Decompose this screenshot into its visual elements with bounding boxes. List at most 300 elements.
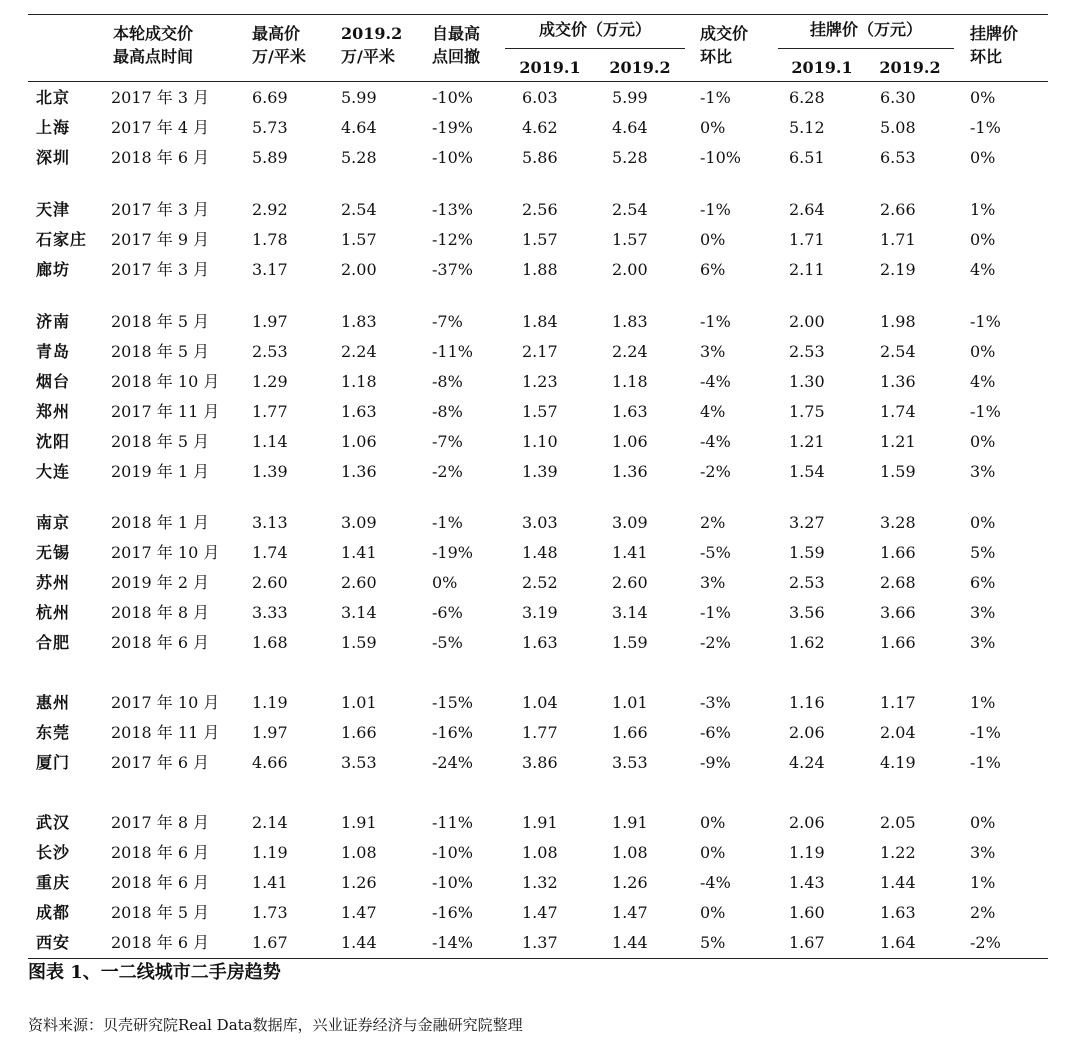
cell-list-2019-2: 2.66 <box>880 200 916 219</box>
cell-peak-price: 3.13 <box>252 513 288 532</box>
cell-deal-2019-2: 1.44 <box>612 933 648 952</box>
cell-deal-2019-2: 1.06 <box>612 432 648 451</box>
cell-drawdown: -10% <box>432 148 473 167</box>
cell-deal-mom: -4% <box>700 432 731 451</box>
cell-deal-2019-2: 1.63 <box>612 402 648 421</box>
cell-drawdown: -19% <box>432 118 473 137</box>
cell-price-2019-2: 1.41 <box>341 543 377 562</box>
cell-peak-time: 2018 年 1 月 <box>111 513 210 532</box>
header-bottom-rule <box>28 81 1048 82</box>
cell-list-2019-1: 1.75 <box>789 402 825 421</box>
cell-list-2019-2: 1.74 <box>880 402 916 421</box>
cell-deal-2019-2: 3.09 <box>612 513 648 532</box>
table-row <box>0 83 1080 113</box>
cell-peak-time: 2017 年 3 月 <box>111 260 210 279</box>
table-top-rule <box>28 14 1048 15</box>
cell-city: 成都 <box>36 903 71 922</box>
cell-list-2019-1: 2.53 <box>789 342 825 361</box>
cell-peak-price: 2.53 <box>252 342 288 361</box>
cell-list-mom: 5% <box>970 543 996 562</box>
header-deal-2019-2: 2019.2 <box>609 58 671 77</box>
cell-list-mom: 3% <box>970 843 996 862</box>
cell-deal-2019-2: 3.53 <box>612 753 648 772</box>
cell-list-mom: -1% <box>970 118 1001 137</box>
cell-city: 上海 <box>36 118 71 137</box>
cell-deal-mom: -1% <box>700 603 731 622</box>
cell-deal-2019-2: 1.47 <box>612 903 648 922</box>
header-price-2019-2-line-2: 万/平米 <box>341 47 395 66</box>
cell-drawdown: -2% <box>432 462 463 481</box>
cell-peak-time: 2017 年 11 月 <box>111 402 220 421</box>
cell-list-mom: -1% <box>970 312 1001 331</box>
cell-deal-mom: 0% <box>700 230 726 249</box>
table-row <box>0 307 1080 337</box>
cell-list-2019-2: 1.71 <box>880 230 916 249</box>
table-row <box>0 225 1080 255</box>
cell-peak-price: 3.17 <box>252 260 288 279</box>
cell-deal-mom: -4% <box>700 873 731 892</box>
cell-city: 苏州 <box>36 573 71 592</box>
cell-deal-mom: 0% <box>700 903 726 922</box>
cell-peak-price: 1.29 <box>252 372 288 391</box>
cell-city: 大连 <box>36 462 71 481</box>
cell-deal-mom: 6% <box>700 260 726 279</box>
cell-list-mom: 2% <box>970 903 996 922</box>
cell-drawdown: -8% <box>432 372 463 391</box>
cell-city: 西安 <box>36 933 71 952</box>
cell-list-2019-1: 2.11 <box>789 260 825 279</box>
cell-peak-price: 1.74 <box>252 543 288 562</box>
table-row <box>0 568 1080 598</box>
cell-peak-time: 2018 年 11 月 <box>111 723 220 742</box>
cell-peak-price: 1.77 <box>252 402 288 421</box>
cell-price-2019-2: 2.24 <box>341 342 377 361</box>
cell-deal-2019-1: 3.86 <box>522 753 558 772</box>
table-row <box>0 808 1080 838</box>
cell-list-2019-2: 1.98 <box>880 312 916 331</box>
cell-price-2019-2: 1.66 <box>341 723 377 742</box>
cell-deal-2019-1: 1.37 <box>522 933 558 952</box>
cell-list-mom: 0% <box>970 513 996 532</box>
cell-list-2019-2: 2.68 <box>880 573 916 592</box>
cell-list-2019-2: 4.19 <box>880 753 916 772</box>
cell-deal-2019-2: 5.28 <box>612 148 648 167</box>
header-list-mom-line-1: 挂牌价 <box>970 24 1019 43</box>
table-row <box>0 337 1080 367</box>
cell-peak-time: 2018 年 5 月 <box>111 342 210 361</box>
cell-peak-price: 1.78 <box>252 230 288 249</box>
cell-city: 天津 <box>36 200 71 219</box>
table-row <box>0 195 1080 225</box>
table-row <box>0 598 1080 628</box>
header-peak-price-line-1: 最高价 <box>252 24 301 43</box>
cell-price-2019-2: 1.18 <box>341 372 377 391</box>
cell-list-mom: -1% <box>970 723 1001 742</box>
cell-peak-price: 1.97 <box>252 312 288 331</box>
cell-deal-2019-1: 2.17 <box>522 342 558 361</box>
source-note: 资料来源：贝壳研究院Real Data数据库，兴业证券经济与金融研究院整理 <box>28 1016 523 1034</box>
header-drawdown-line-2: 点回撤 <box>432 47 481 66</box>
cell-list-mom: 3% <box>970 462 996 481</box>
cell-peak-time: 2017 年 3 月 <box>111 88 210 107</box>
cell-list-2019-2: 2.19 <box>880 260 916 279</box>
cell-peak-time: 2018 年 6 月 <box>111 933 210 952</box>
cell-peak-price: 1.41 <box>252 873 288 892</box>
cell-drawdown: -16% <box>432 903 473 922</box>
cell-drawdown: -1% <box>432 513 463 532</box>
table-row <box>0 367 1080 397</box>
cell-list-2019-2: 1.22 <box>880 843 916 862</box>
cell-list-2019-1: 1.30 <box>789 372 825 391</box>
cell-city: 厦门 <box>36 753 71 772</box>
table-row <box>0 397 1080 427</box>
cell-drawdown: -15% <box>432 693 473 712</box>
cell-deal-2019-1: 1.88 <box>522 260 558 279</box>
cell-deal-2019-2: 1.66 <box>612 723 648 742</box>
cell-city: 济南 <box>36 312 71 331</box>
cell-list-mom: 0% <box>970 813 996 832</box>
cell-list-2019-1: 1.59 <box>789 543 825 562</box>
cell-peak-price: 1.97 <box>252 723 288 742</box>
cell-deal-2019-2: 1.26 <box>612 873 648 892</box>
cell-peak-price: 1.68 <box>252 633 288 652</box>
cell-price-2019-2: 1.44 <box>341 933 377 952</box>
cell-city: 惠州 <box>36 693 71 712</box>
cell-list-2019-2: 1.63 <box>880 903 916 922</box>
cell-city: 廊坊 <box>36 260 71 279</box>
cell-list-mom: 4% <box>970 260 996 279</box>
figure-caption: 图表 1、一二线城市二手房趋势 <box>28 962 281 983</box>
cell-deal-mom: 4% <box>700 402 726 421</box>
cell-deal-mom: -10% <box>700 148 741 167</box>
cell-list-2019-1: 2.00 <box>789 312 825 331</box>
deal-group-underline <box>505 48 685 49</box>
cell-list-2019-1: 6.28 <box>789 88 825 107</box>
cell-deal-2019-1: 3.03 <box>522 513 558 532</box>
cell-city: 杭州 <box>36 603 71 622</box>
cell-list-2019-2: 1.66 <box>880 543 916 562</box>
cell-deal-2019-1: 5.86 <box>522 148 558 167</box>
cell-list-2019-2: 2.54 <box>880 342 916 361</box>
table-row <box>0 718 1080 748</box>
cell-drawdown: -14% <box>432 933 473 952</box>
cell-list-mom: 1% <box>970 873 996 892</box>
cell-deal-2019-2: 1.59 <box>612 633 648 652</box>
cell-peak-price: 1.14 <box>252 432 288 451</box>
cell-deal-2019-2: 1.36 <box>612 462 648 481</box>
cell-list-2019-2: 1.44 <box>880 873 916 892</box>
cell-list-mom: 0% <box>970 432 996 451</box>
cell-list-mom: -1% <box>970 402 1001 421</box>
cell-city: 南京 <box>36 513 71 532</box>
header-deal-mom-line-1: 成交价 <box>700 24 749 43</box>
cell-peak-time: 2017 年 4 月 <box>111 118 210 137</box>
cell-deal-2019-1: 1.10 <box>522 432 558 451</box>
cell-list-2019-1: 1.54 <box>789 462 825 481</box>
cell-city: 烟台 <box>36 372 71 391</box>
cell-price-2019-2: 5.99 <box>341 88 377 107</box>
cell-list-2019-1: 2.06 <box>789 723 825 742</box>
cell-peak-time: 2018 年 10 月 <box>111 372 220 391</box>
cell-list-2019-2: 5.08 <box>880 118 916 137</box>
cell-deal-2019-1: 1.32 <box>522 873 558 892</box>
cell-price-2019-2: 1.01 <box>341 693 377 712</box>
cell-price-2019-2: 1.47 <box>341 903 377 922</box>
cell-price-2019-2: 1.08 <box>341 843 377 862</box>
cell-city: 石家庄 <box>36 230 88 249</box>
list-group-underline <box>778 48 954 49</box>
cell-price-2019-2: 1.06 <box>341 432 377 451</box>
cell-list-2019-1: 4.24 <box>789 753 825 772</box>
cell-deal-mom: -6% <box>700 723 731 742</box>
cell-list-2019-2: 1.59 <box>880 462 916 481</box>
table-row <box>0 898 1080 928</box>
cell-list-2019-2: 1.17 <box>880 693 916 712</box>
cell-drawdown: -8% <box>432 402 463 421</box>
cell-peak-time: 2017 年 10 月 <box>111 693 220 712</box>
table-row <box>0 538 1080 568</box>
cell-peak-time: 2017 年 8 月 <box>111 813 210 832</box>
table-row <box>0 457 1080 487</box>
cell-drawdown: 0% <box>432 573 458 592</box>
cell-city: 沈阳 <box>36 432 71 451</box>
header-peak-time <box>113 22 193 68</box>
cell-drawdown: -16% <box>432 723 473 742</box>
cell-deal-2019-2: 2.54 <box>612 200 648 219</box>
cell-deal-2019-2: 1.08 <box>612 843 648 862</box>
cell-peak-time: 2018 年 6 月 <box>111 873 210 892</box>
header-list-group: 挂牌价（万元） <box>809 20 922 39</box>
table-row <box>0 427 1080 457</box>
cell-list-mom: 0% <box>970 148 996 167</box>
cell-list-mom: -1% <box>970 753 1001 772</box>
table-row <box>0 255 1080 285</box>
cell-deal-2019-2: 1.18 <box>612 372 648 391</box>
cell-price-2019-2: 1.26 <box>341 873 377 892</box>
cell-drawdown: -5% <box>432 633 463 652</box>
cell-city: 青岛 <box>36 342 71 361</box>
table-row <box>0 628 1080 658</box>
cell-deal-mom: -5% <box>700 543 731 562</box>
cell-list-2019-1: 1.67 <box>789 933 825 952</box>
cell-list-2019-1: 1.16 <box>789 693 825 712</box>
cell-city: 无锡 <box>36 543 71 562</box>
cell-deal-2019-1: 2.52 <box>522 573 558 592</box>
cell-peak-price: 5.73 <box>252 118 288 137</box>
cell-peak-price: 2.14 <box>252 813 288 832</box>
cell-drawdown: -19% <box>432 543 473 562</box>
cell-deal-2019-2: 2.24 <box>612 342 648 361</box>
header-peak-time-line-2: 最高点时间 <box>113 47 194 66</box>
cell-list-2019-1: 1.60 <box>789 903 825 922</box>
cell-deal-mom: 3% <box>700 573 726 592</box>
cell-deal-2019-2: 1.57 <box>612 230 648 249</box>
cell-drawdown: -12% <box>432 230 473 249</box>
cell-deal-2019-2: 2.60 <box>612 573 648 592</box>
cell-deal-2019-1: 4.62 <box>522 118 558 137</box>
cell-price-2019-2: 1.36 <box>341 462 377 481</box>
cell-deal-2019-1: 1.39 <box>522 462 558 481</box>
cell-deal-mom: -4% <box>700 372 731 391</box>
cell-peak-time: 2017 年 3 月 <box>111 200 210 219</box>
cell-list-2019-1: 1.19 <box>789 843 825 862</box>
cell-list-mom: 3% <box>970 603 996 622</box>
cell-peak-price: 1.19 <box>252 693 288 712</box>
cell-list-2019-2: 2.04 <box>880 723 916 742</box>
cell-drawdown: -11% <box>432 342 473 361</box>
cell-drawdown: -13% <box>432 200 473 219</box>
cell-drawdown: -7% <box>432 312 463 331</box>
cell-list-2019-2: 1.36 <box>880 372 916 391</box>
cell-city: 重庆 <box>36 873 71 892</box>
cell-list-mom: 4% <box>970 372 996 391</box>
cell-deal-mom: -1% <box>700 312 731 331</box>
cell-price-2019-2: 1.63 <box>341 402 377 421</box>
cell-list-2019-1: 2.53 <box>789 573 825 592</box>
table-row <box>0 508 1080 538</box>
cell-list-2019-2: 6.53 <box>880 148 916 167</box>
cell-deal-mom: -9% <box>700 753 731 772</box>
cell-price-2019-2: 3.53 <box>341 753 377 772</box>
cell-list-2019-1: 2.64 <box>789 200 825 219</box>
header-peak-price-line-2: 万/平米 <box>252 47 306 66</box>
cell-peak-time: 2018 年 6 月 <box>111 148 210 167</box>
cell-deal-2019-2: 5.99 <box>612 88 648 107</box>
cell-deal-mom: 3% <box>700 342 726 361</box>
cell-peak-time: 2017 年 6 月 <box>111 753 210 772</box>
header-price-2019-2 <box>341 22 402 68</box>
cell-deal-2019-2: 4.64 <box>612 118 648 137</box>
cell-deal-2019-2: 2.00 <box>612 260 648 279</box>
cell-list-mom: 3% <box>970 633 996 652</box>
cell-deal-2019-1: 6.03 <box>522 88 558 107</box>
cell-list-mom: 0% <box>970 230 996 249</box>
cell-peak-price: 2.60 <box>252 573 288 592</box>
cell-peak-time: 2018 年 8 月 <box>111 603 210 622</box>
cell-price-2019-2: 1.59 <box>341 633 377 652</box>
cell-drawdown: -10% <box>432 88 473 107</box>
cell-list-2019-1: 3.27 <box>789 513 825 532</box>
header-deal-group: 成交价（万元） <box>538 20 651 39</box>
cell-price-2019-2: 3.09 <box>341 513 377 532</box>
cell-list-2019-1: 1.62 <box>789 633 825 652</box>
cell-peak-time: 2018 年 5 月 <box>111 312 210 331</box>
cell-peak-price: 5.89 <box>252 148 288 167</box>
cell-list-2019-1: 1.21 <box>789 432 825 451</box>
cell-deal-2019-2: 1.01 <box>612 693 648 712</box>
cell-list-mom: 0% <box>970 342 996 361</box>
cell-deal-2019-2: 1.83 <box>612 312 648 331</box>
cell-price-2019-2: 3.14 <box>341 603 377 622</box>
cell-peak-time: 2018 年 6 月 <box>111 633 210 652</box>
header-drawdown-line-1: 自最高 <box>432 24 481 43</box>
cell-price-2019-2: 2.54 <box>341 200 377 219</box>
header-list-2019-2: 2019.2 <box>879 58 941 77</box>
cell-city: 北京 <box>36 88 71 107</box>
cell-list-2019-2: 1.66 <box>880 633 916 652</box>
cell-peak-time: 2019 年 2 月 <box>111 573 210 592</box>
cell-peak-price: 1.67 <box>252 933 288 952</box>
cell-list-2019-2: 2.05 <box>880 813 916 832</box>
cell-list-mom: 1% <box>970 693 996 712</box>
cell-deal-mom: -1% <box>700 200 731 219</box>
header-peak-price <box>252 22 306 68</box>
cell-deal-mom: 0% <box>700 118 726 137</box>
header-deal-mom <box>700 22 748 68</box>
header-list-mom-line-2: 环比 <box>970 47 1003 66</box>
cell-list-2019-2: 1.21 <box>880 432 916 451</box>
cell-drawdown: -7% <box>432 432 463 451</box>
cell-drawdown: -10% <box>432 843 473 862</box>
cell-peak-price: 1.73 <box>252 903 288 922</box>
cell-city: 武汉 <box>36 813 71 832</box>
cell-price-2019-2: 1.57 <box>341 230 377 249</box>
cell-peak-time: 2017 年 9 月 <box>111 230 210 249</box>
cell-list-2019-1: 3.56 <box>789 603 825 622</box>
cell-drawdown: -37% <box>432 260 473 279</box>
cell-deal-2019-1: 1.23 <box>522 372 558 391</box>
cell-deal-2019-1: 1.91 <box>522 813 558 832</box>
cell-list-2019-2: 3.28 <box>880 513 916 532</box>
cell-deal-2019-2: 3.14 <box>612 603 648 622</box>
header-drawdown <box>432 22 480 68</box>
cell-deal-mom: 5% <box>700 933 726 952</box>
cell-deal-2019-2: 1.41 <box>612 543 648 562</box>
table-row <box>0 928 1080 958</box>
cell-peak-time: 2018 年 5 月 <box>111 432 210 451</box>
header-deal-2019-1: 2019.1 <box>519 58 581 77</box>
cell-drawdown: -10% <box>432 873 473 892</box>
cell-peak-price: 1.39 <box>252 462 288 481</box>
cell-deal-mom: -2% <box>700 633 731 652</box>
cell-peak-price: 2.92 <box>252 200 288 219</box>
header-list-mom <box>970 22 1018 68</box>
table-row <box>0 113 1080 143</box>
cell-list-2019-2: 1.64 <box>880 933 916 952</box>
cell-price-2019-2: 1.83 <box>341 312 377 331</box>
cell-list-mom: 6% <box>970 573 996 592</box>
cell-deal-mom: 2% <box>700 513 726 532</box>
cell-deal-2019-1: 1.48 <box>522 543 558 562</box>
cell-deal-2019-1: 1.84 <box>522 312 558 331</box>
cell-drawdown: -6% <box>432 603 463 622</box>
table-row <box>0 143 1080 173</box>
cell-list-2019-1: 1.43 <box>789 873 825 892</box>
cell-list-2019-1: 5.12 <box>789 118 825 137</box>
cell-drawdown: -11% <box>432 813 473 832</box>
cell-city: 东莞 <box>36 723 71 742</box>
cell-deal-2019-1: 1.63 <box>522 633 558 652</box>
cell-price-2019-2: 2.60 <box>341 573 377 592</box>
cell-deal-2019-1: 1.77 <box>522 723 558 742</box>
cell-peak-time: 2018 年 5 月 <box>111 903 210 922</box>
cell-peak-time: 2017 年 10 月 <box>111 543 220 562</box>
cell-list-2019-1: 2.06 <box>789 813 825 832</box>
cell-city: 长沙 <box>36 843 71 862</box>
cell-list-2019-2: 6.30 <box>880 88 916 107</box>
cell-deal-mom: -1% <box>700 88 731 107</box>
cell-deal-2019-1: 1.04 <box>522 693 558 712</box>
cell-deal-2019-1: 1.57 <box>522 402 558 421</box>
cell-price-2019-2: 2.00 <box>341 260 377 279</box>
header-list-2019-1: 2019.1 <box>791 58 853 77</box>
cell-drawdown: -24% <box>432 753 473 772</box>
cell-deal-2019-2: 1.91 <box>612 813 648 832</box>
cell-price-2019-2: 4.64 <box>341 118 377 137</box>
cell-peak-price: 1.19 <box>252 843 288 862</box>
cell-price-2019-2: 5.28 <box>341 148 377 167</box>
cell-deal-2019-1: 3.19 <box>522 603 558 622</box>
